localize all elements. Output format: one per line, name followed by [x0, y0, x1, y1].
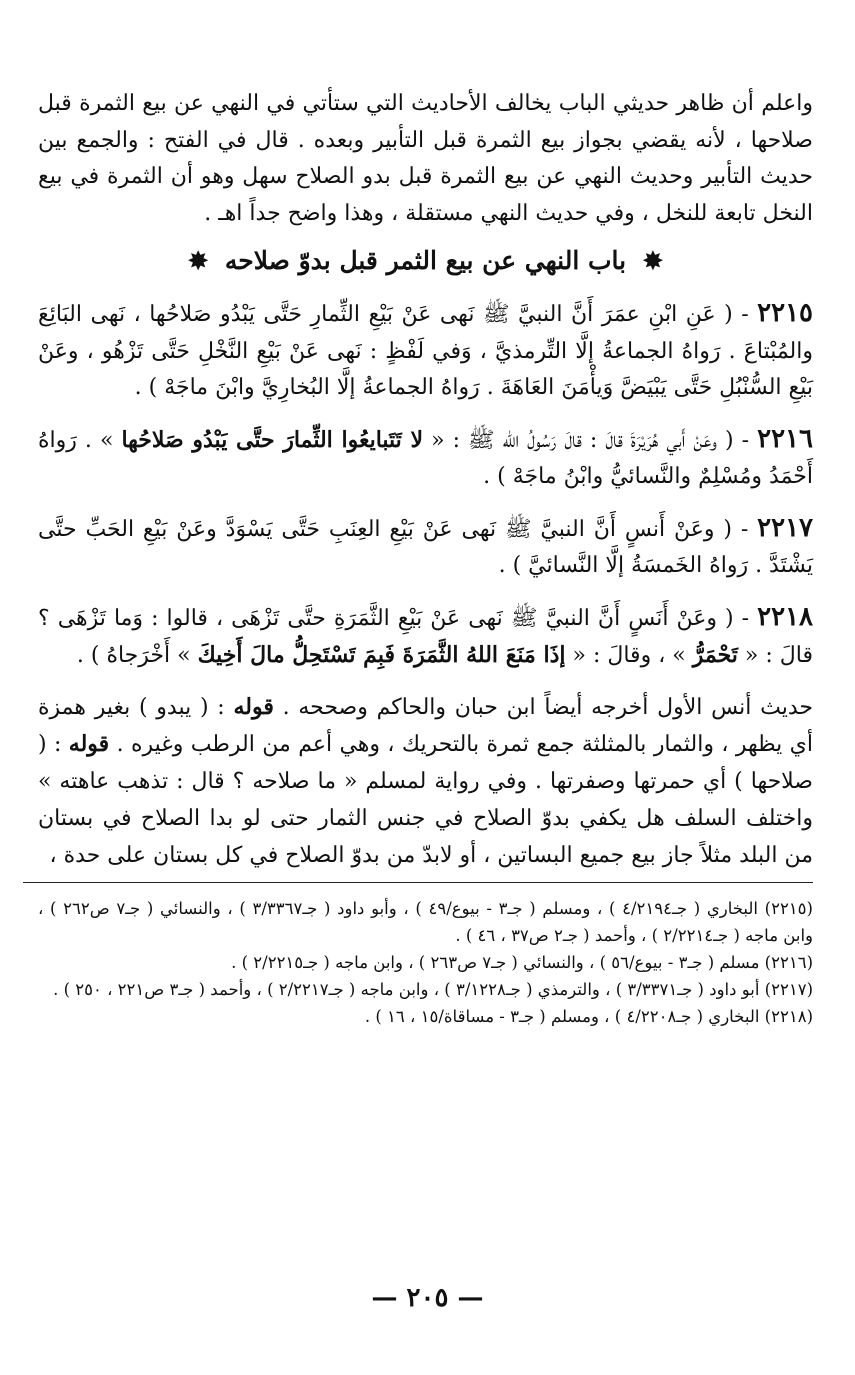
hadith-number: ٢٢١٨: [757, 601, 813, 632]
hadith-quote: تَحْمَرُّ: [692, 642, 738, 668]
hadith-text: - ( وعَنْ أَنَسٍ أَنَّ النبيَّ ﷺ نَهى عَنْ بَيْعِ الثَّمَرَةِ حتَّى تَزْهَى ، قالوا : وَما تَزْهَى ؟ قالَ : «: [38, 605, 813, 668]
hadith-text: - ( وعَنْ أَبي هُرَيْرَةَ قالَ : قالَ رَسُولُ الله ﷺ : «: [423, 427, 758, 453]
hadith-text: » أَخْرَجاهُ ) .: [76, 643, 198, 668]
commentary-text: : ( صلاحها ) أي حمرتها وصفرتها . وفي رواية لمسلم « ما صلاحه ؟ قال : تذهب عاهته » واختلف السلف هل يكفي بدوّ الصلاح في جنس الثمار حتى لو بدا الصلاح في بستان من البلد مثلاً جاز بيع جميع البساتين ، أو لابدّ من بدوّ الصلاح في كل بستان على حدة ،: [38, 731, 813, 868]
commentary-text: حديث أنس الأول أخرجه أيضاً ابن حبان والحاكم وصححه .: [273, 694, 813, 720]
hadith-number: ٢٢١٥: [757, 298, 813, 328]
intro-paragraph: واعلم أن ظاهر حديثي الباب يخالف الأحاديث التي ستأتي في النهي عن بيع الثمرة قبل صلاحها ، لأنه يقضي بجواز بيع الثمرة قبل التأبير وبعده . قال في الفتح : والجمع بين حديث التأبير وحديث النهي عن بيع الثمرة قبل بدو الصلاح سهل وهو أن الثمرة في بيع النخل تابعة للنخل ، وفي حديث النهي مستقلة ، وهذا واضح جداً اهـ .: [38, 91, 813, 226]
hadith-2215: [38, 295, 813, 407]
commentary-paragraph: [38, 689, 813, 874]
footnote-2215: (٢٢١٥) البخاري ( جـ٤/٢١٩٤ ) ، ومسلم ( جـ٣ - بيوع/٤٩ ) ، وأبو داود ( جـ٣/٣٣٦٧ ) ، والنسائي ( جـ٧ ص٢٦٢ ) ، وابن ماجه ( جـ٢/٢٢١٤ ) ، وأحمد ( جـ٢ ص٣٧ ، ٤٦ ) .: [38, 898, 813, 945]
hadith-text: » ، وقالَ : «: [565, 643, 693, 668]
hadith-quote: لا تَتَبايعُوا الثِّمارَ حتَّى يَبْدُو صَلاحُها: [121, 426, 424, 453]
star-ornament-icon: ✸: [188, 246, 209, 275]
hadith-2218: [38, 599, 813, 675]
hadith-2217: [38, 510, 813, 585]
commentary-label: قوله: [68, 730, 110, 757]
hadith-quote: إذَا مَنَعَ اللهُ الثَّمَرَةَ فَبِمَ تَسْتَحِلُّ مالَ أَخِيكَ: [197, 642, 566, 668]
commentary-label: قوله: [233, 693, 274, 720]
chapter-heading: [38, 246, 813, 275]
hadith-number: ٢٢١٦: [757, 423, 813, 454]
star-ornament-icon: ✸: [642, 246, 663, 275]
hadith-text: » . رَواهُ أَحْمَدُ ومُسْلِمٌ والنَّسائيُّ وابْنُ ماجَهْ ) .: [38, 427, 813, 489]
footnotes: [38, 895, 813, 1030]
hadith-2216: [38, 421, 813, 496]
footnote-divider: [23, 882, 813, 883]
commentary-text: : ( يبدو ) بغير همزة أي يظهر ، والثمار بالمثلثة جمع ثمرة بالتحريك ، وهي أعم من الرطب وغيره .: [38, 694, 814, 757]
hadith-number: ٢٢١٧: [757, 512, 813, 543]
footnote-2218: (٢٢١٨) البخاري ( جـ٤/٢٢٠٨ ) ، ومسلم ( جـ٣ - مساقاة/١٥ ، ١٦ ) .: [364, 1006, 813, 1026]
hadith-text: - ( وعَنْ أَنسٍ أَنَّ النبيَّ ﷺ نَهى عَنْ بَيْعِ العِنَبِ حَتَّى يَسْوَدَّ وعَنْ بَيْعِ الحَبِّ حتَّى يَشْتَدَّ . رَواهُ الخَمسَةُ إلَّا النَّسائيَّ ) .: [38, 516, 813, 578]
page-number: — ٢٠٥ —: [371, 1283, 484, 1313]
footnote-2216: (٢٢١٦) مسلم ( جـ٣ - بيوع/٥٦ ) ، والنسائي ( جـ٧ ص٢٦٣ ) ، وابن ماجه ( جـ٢/٢٢١٥ ) .: [231, 952, 813, 972]
hadith-text: - ( عَنِ ابْنِ عمَرَ أَنَّ النبيَّ ﷺ نَهى عَنْ بَيْعِ الثِّمارِ حَتَّى يَبْدُو صَلاحُها ، نَهى البَائِعَ والمُبْتاعَ . رَواهُ الجماعةُ إلَّا التِّرمذيَّ ، وَفي لَفْظٍ : نَهى عَنْ بَيْعِ النَّخْلِ حَتَّى تَزْهُو ، وعَنْ بَيْعِ السُّنْبُلِ حَتَّى يَبْيَضَّ وَيأْمَنَ العَاهَةَ . رَواهُ الجماعةُ إلَّا البُخارِيَّ وابْنَ ماجَهْ ) .: [38, 302, 813, 400]
footnote-2217: (٢٢١٧) أبو داود ( جـ٣/٣٣٧١ ) ، والترمذي ( جـ٣/١٢٢٨ ) ، وابن ماجه ( جـ٢/٢٢١٧ ) ، وأحمد ( جـ٣ ص٢٢١ ، ٢٥٠ ) .: [53, 979, 813, 999]
chapter-title: باب النهي عن بيع الثمر قبل بدوّ صلاحه: [224, 246, 627, 275]
